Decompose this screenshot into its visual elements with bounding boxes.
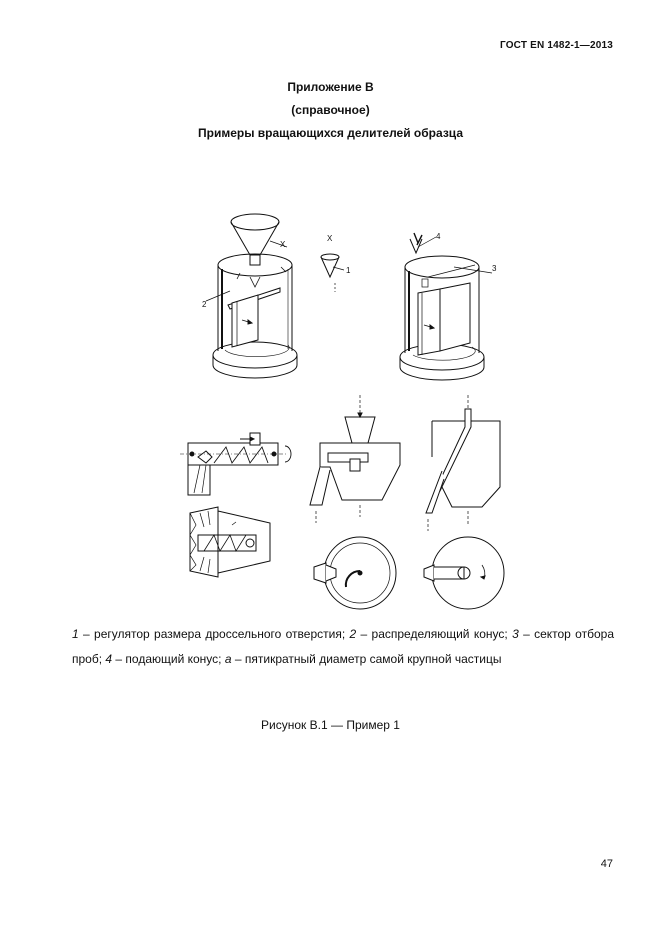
circular-divider-drawing <box>314 537 396 609</box>
legend-key-4: 4 <box>105 651 113 666</box>
callout-4: 4 <box>436 232 441 241</box>
legend-text-2: – распределяющий конус; <box>356 627 513 641</box>
callout-2: 2 <box>202 300 207 309</box>
figure-legend <box>72 622 614 671</box>
figure-drawing <box>170 195 510 610</box>
divider-right-drawing <box>400 233 492 380</box>
legend-key-1: 1 <box>72 627 79 641</box>
legend-key-a: a <box>224 651 232 666</box>
legend-text-3: – сектор отбора проб; <box>72 627 614 666</box>
legend-text-4: – подающий конус; <box>112 651 225 666</box>
legend-text-a: – пятикратный диаметр самой крупной частицы <box>231 651 502 666</box>
annex-title: Приложение В <box>287 80 374 94</box>
sector-plate-drawing <box>190 507 270 577</box>
standard-code: ГОСТ EN 1482-1—2013 <box>499 40 613 51</box>
legend-key-3: 3 <box>512 627 519 641</box>
detail-x-cone <box>321 254 344 292</box>
annex-heading: Примеры вращающихся делителей образца <box>197 126 463 140</box>
callout-x-detail: X <box>327 234 333 243</box>
annex-status: (справочное) <box>291 103 370 117</box>
callout-x-left: X <box>280 240 286 249</box>
callout-3: 3 <box>492 264 497 273</box>
divider-left-drawing <box>206 214 297 378</box>
callout-1: 1 <box>346 266 351 275</box>
legend-text-1: – регулятор размера дроссельного отверстия; <box>78 627 350 641</box>
page-number: 47 <box>600 858 613 870</box>
legend-key-2: 2 <box>349 627 357 641</box>
sample-divider-drawing <box>170 195 510 610</box>
figure-caption: Рисунок В.1 — Пример 1 <box>261 718 400 732</box>
arm-divider-drawing <box>424 537 504 609</box>
screw-feeder-drawing <box>180 433 291 495</box>
chute-divider-drawing <box>426 395 500 531</box>
hopper-divider-drawing <box>310 395 400 523</box>
